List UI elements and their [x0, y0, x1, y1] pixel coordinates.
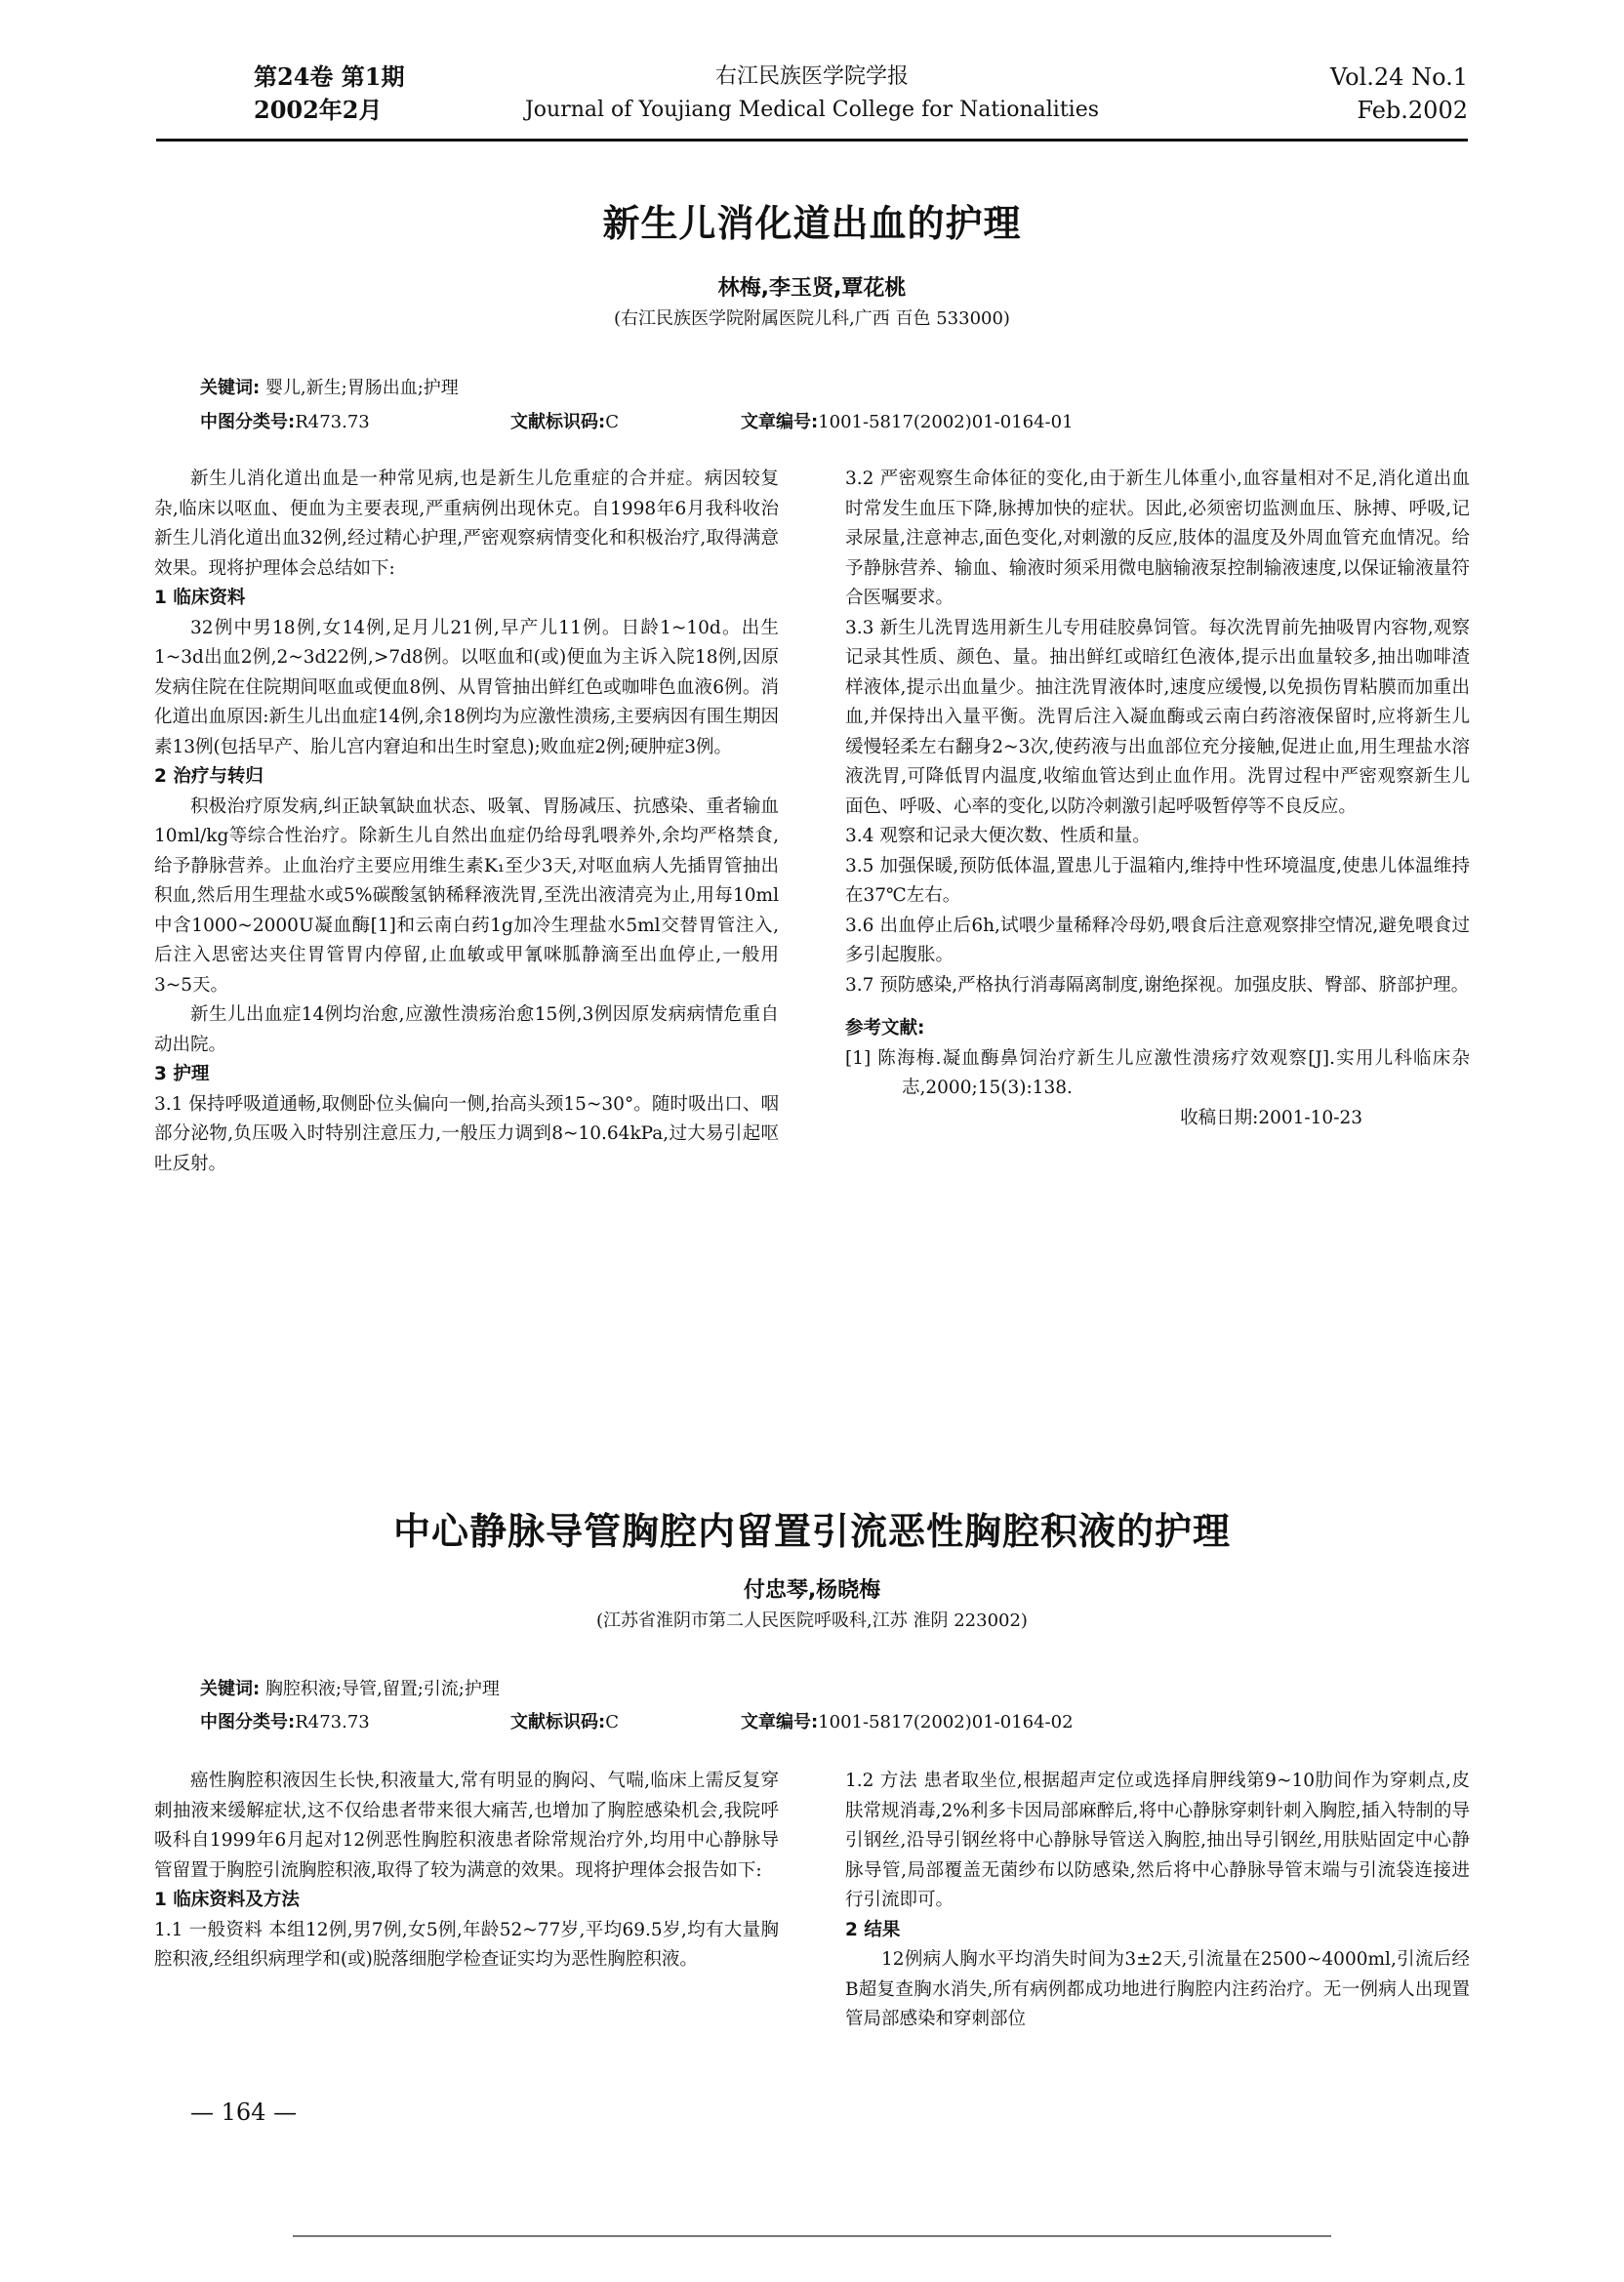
journal-name-en: Journal of Youjiang Medical College for Nationalities: [524, 98, 1100, 122]
body-paragraph: 3.1 保持呼吸道通畅,取侧卧位头偏向一侧,抬高头颈15~30°。随时吸出口、咽部分泌物,负压吸入时特别注意压力,一般压力调到8~10.64kPa,过大易引起呕吐反射。: [154, 1093, 779, 1174]
section-heading: 3 护理: [154, 1064, 210, 1084]
clc-label: 中图分类号:: [200, 412, 296, 432]
section-heading: 1 临床资料及方法: [154, 1890, 300, 1910]
clc-label: 中图分类号:: [200, 1712, 296, 1732]
body-paragraph: 1.1 一般资料 本组12例,男7例,女5例,年龄52~77岁,平均69.5岁,均有大量胸腔积液,经组织病理学和(或)脱落细胞学检查证实均为恶性胸腔积液。: [154, 1919, 779, 1970]
header-issue-en: [1330, 61, 1468, 127]
keywords-value: 胸腔积液;导管,留置;引流;护理: [264, 1679, 500, 1699]
volume-cn: 第24卷 第1期: [254, 62, 405, 91]
body-paragraph: 1.2 方法 患者取坐位,根据超声定位或选择肩胛线第9~10肋间作为穿刺点,皮肤常规消毒,2%利多卡因局部麻醉后,将中心静脉穿刺针刺入胸腔,插入特制的导引钢丝,沿导引钢丝将中心静脉导管送入胸腔,抽出导引钢丝,用肤贴固定中心静脉导管,局部覆盖无菌纱布以防感染,然后将中心静脉导管末端与引流袋连接进行引流即可。: [845, 1771, 1470, 1910]
article2-left-column: [154, 1767, 779, 1976]
header-rule: [156, 139, 1468, 142]
article1-right-column: [845, 465, 1470, 1133]
articleno-value: 1001-5817(2002)01-0164-01: [818, 412, 1074, 432]
body-paragraph: 3.3 新生儿洗胃选用新生儿专用硅胶鼻饲管。每次洗胃前先抽吸胃内容物,观察记录其性质、颜色、量。抽出鲜红或暗红色液体,提示出血量较多,抽出咖啡渣样液体,提示出血量少。抽注洗胃液体时,速度应缓慢,以免损伤胃粘膜而加重出血,并保持出入量平衡。洗胃后注入凝血酶或云南白药溶液保留时,应将新生儿缓慢轻柔左右翻身2~3次,使药液与出血部位充分接触,促进止血,用生理盐水溶液洗胃,可降低胃内温度,收缩血管达到止血作用。洗胃过程中严密观察新生儿面色、呼吸、心率的变化,以防冷刺激引起呼吸暂停等不良反应。: [845, 617, 1470, 817]
body-paragraph: 新生儿消化道出血是一种常见病,也是新生儿危重症的合并症。病因较复杂,临床以呕血、便血为主要表现,严重病例出现休克。自1998年6月我科收治新生儿消化道出血32例,经过精心护理,严密观察病情变化和积极治疗,取得满意效果。现将护理体会总结如下:: [154, 469, 779, 579]
clc-value: R473.73: [295, 412, 370, 432]
section-heading: 1 临床资料: [154, 588, 246, 608]
body-paragraph: 32例中男18例,女14例,足月儿21例,早产儿11例。日龄1~10d。出生1~3d出血2例,2~3d22例,>7d8例。以呕血和(或)便血为主诉入院18例,因原发病住院在住院期间呕血或便血8例、从胃管抽出鲜红色或咖啡色血液6例。消化道出血原因:新生儿出血症14例,余18例均为应激性溃疡,主要病因有围生期因素13例(包括早产、胎儿宫内窘迫和出生时窒息);败血症2例;硬肿症3例。: [154, 617, 779, 757]
article1-title: 新生儿消化道出血的护理: [602, 202, 1022, 245]
article2-authors: 付忠琴,杨晓梅: [743, 1578, 881, 1603]
keywords-label: 关键词:: [200, 378, 261, 398]
volume-en: Vol.24 No.1: [1330, 63, 1468, 91]
date-cn: 2002年2月: [254, 96, 383, 124]
body-paragraph: 积极治疗原发病,纠正缺氧缺血状态、吸氧、胃肠减压、抗感染、重者输血10ml/kg等综合性治疗。除新生儿自然出血症仍给母乳喂养外,余均严格禁食,给予静脉营养。止血治疗主要应用维生素K₁至少3天,对呕血病人先插胃管抽出积血,然后用生理盐水或5%碳酸氢钠稀释液洗胃,至洗出液清亮为止,用每10ml中含1000~2000U凝血酶[1]和云南白药1g加冷生理盐水5ml交替胃管注入,后注入思密达夹住胃管胃内停留,止血敏或甲氰咪胍静滴至出血停止,一般用3~5天。: [154, 795, 779, 996]
article2-affiliation: (江苏省淮阴市第二人民医院呼吸科,江苏 淮阴 223002): [596, 1610, 1028, 1631]
doccode-value: C: [605, 1712, 619, 1732]
articleno-label: 文章编号:: [741, 412, 819, 432]
body-paragraph: 3.5 加强保暖,预防低体温,置患儿于温箱内,维持中性环境温度,使患儿体温维持在37℃左右。: [845, 855, 1470, 906]
body-paragraph: 3.6 出血停止后6h,试喂少量稀释冷母奶,喂食后注意观察排空情况,避免喂食过多引起腹胀。: [845, 915, 1470, 965]
references-label: 参考文献:: [845, 1018, 925, 1039]
received-date: 收稿日期:2001-10-23: [1180, 1107, 1362, 1128]
footer-rule: [293, 2235, 1331, 2237]
section-heading: 2 结果: [845, 1919, 901, 1940]
article2-right-column: [845, 1767, 1470, 2035]
article1-classification: [200, 408, 1074, 433]
article2-title: 中心静脉导管胸腔内留置引流恶性胸腔积液的护理: [392, 1510, 1231, 1553]
clc-value: R473.73: [295, 1712, 370, 1732]
doccode-value: C: [605, 412, 619, 432]
body-paragraph: 癌性胸腔积液因生长快,积液量大,常有明显的胸闷、气喘,临床上需反复穿刺抽液来缓解症状,这不仅给患者带来很大痛苦,也增加了胸腔感染机会,我院呼吸科自1999年6月起对12例恶性胸腔积液患者除常规治疗外,均用中心静脉导管留置于胸腔引流胸腔积液,取得了较为满意的效果。现将护理体会报告如下:: [154, 1771, 779, 1881]
keywords-value: 婴儿,新生;胃肠出血;护理: [264, 378, 459, 398]
articleno-value: 1001-5817(2002)01-0164-02: [818, 1712, 1074, 1732]
doccode-label: 文献标识码:: [510, 412, 606, 432]
body-paragraph: 新生儿出血症14例均治愈,应激性溃疡治愈15例,3例因原发病病情危重自动出院。: [154, 1004, 779, 1055]
body-paragraph: 12例病人胸水平均消失时间为3±2天,引流量在2500~4000ml,引流后经B超复查胸水消失,所有病例都成功地进行胸腔内注药治疗。无一例病人出现置管局部感染和穿刺部位: [845, 1949, 1470, 2029]
running-header: [156, 61, 1468, 139]
date-en: Feb.2002: [1357, 97, 1468, 124]
journal-name-cn: 右江民族医学院学报: [714, 64, 909, 89]
article1-authors: 林梅,李玉贤,覃花桃: [717, 276, 907, 301]
body-paragraph: 3.2 严密观察生命体征的变化,由于新生儿体重小,血容量相对不足,消化道出血时常发生血压下降,脉搏加快的症状。因此,必须密切监测血压、脉搏、呼吸,记录尿量,注意神志,面色变化,对刺激的反应,肢体的温度及外周血管充血情况。给予静脉营养、输血、输液时须采用微电脑输液泵控制输液速度,以保证输液量符合医嘱要求。: [845, 469, 1470, 608]
body-paragraph: 3.7 预防感染,严格执行消毒隔离制度,谢绝探视。加强皮肤、臀部、脐部护理。: [845, 974, 1470, 996]
article1-keywords: [200, 374, 459, 399]
article2-classification: [200, 1708, 1074, 1733]
article1-left-column: [154, 465, 779, 1179]
doccode-label: 文献标识码:: [510, 1712, 606, 1732]
page-number: — 164 —: [190, 2099, 298, 2126]
body-paragraph: 3.4 观察和记录大便次数、性质和量。: [845, 826, 1151, 846]
header-journal: [156, 61, 1468, 127]
article2-keywords: [200, 1675, 500, 1700]
article1-affiliation: (右江民族医学院附属医院儿科,广西 百色 533000): [614, 308, 1010, 329]
section-heading: 2 治疗与转归: [154, 766, 264, 787]
reference-item: [1] 陈海梅.凝血酶鼻饲治疗新生儿应激性溃疡疗效观察[J].实用儿科临床杂志,2000;15(3):138.: [845, 1047, 1470, 1098]
keywords-label: 关键词:: [200, 1679, 261, 1699]
articleno-label: 文章编号:: [741, 1712, 819, 1732]
